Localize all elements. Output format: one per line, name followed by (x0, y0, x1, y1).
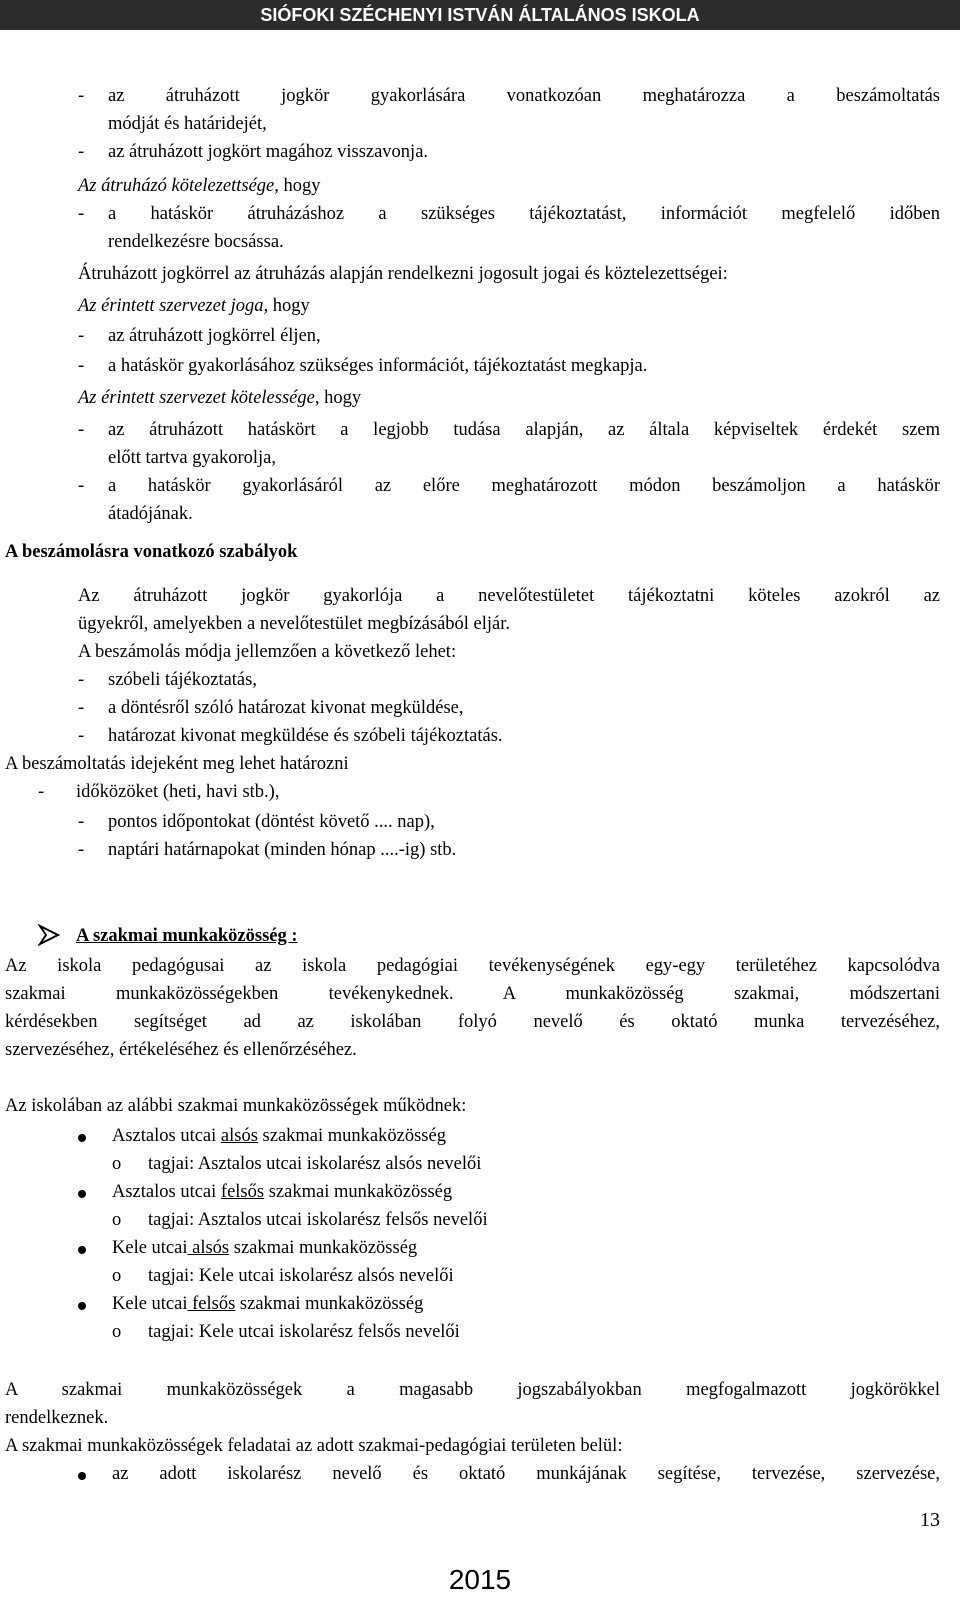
dash-marker: - (78, 726, 85, 746)
list-item: a hatáskör gyakorlásához szükséges információt, tájékoztatást megkapja. (108, 356, 648, 376)
dash-marker: - (78, 812, 85, 832)
page-number: 13 (920, 1509, 940, 1531)
group-pre: Asztalos utcai (112, 1126, 221, 1146)
dash-marker: - (78, 356, 85, 376)
paragraph-line: A szakmai munkaközösségek feladatai az adott szakmai-pedagógiai területen belül: (5, 1436, 623, 1456)
dash-marker: - (78, 698, 85, 718)
group-post: szakmai munkaközösség (264, 1182, 453, 1202)
group-level: felsős (220, 1182, 265, 1202)
duty-heading-rest: hogy (319, 388, 362, 408)
group-post: szakmai munkaközösség (257, 1126, 446, 1146)
group-pre: Asztalos utcai (112, 1182, 221, 1202)
rights-heading-rest: hogy (268, 296, 310, 316)
section-title: A szakmai munkaközösség : (76, 926, 298, 946)
dash-marker: - (78, 204, 85, 224)
list-item-continued: előtt tartva gyakorolja, (108, 448, 276, 468)
list-item: az átruházott jogkör gyakorlására vonatkozóan meghatározza a beszámoltatás (108, 86, 940, 106)
group-post: szakmai munkaközösség (235, 1294, 424, 1314)
list-item (112, 1292, 423, 1316)
group-level: felsős (187, 1294, 236, 1314)
filled-circle-icon (78, 1472, 86, 1480)
dash-marker: - (78, 476, 85, 496)
list-item: az átruházott jogkört magához visszavonja. (108, 142, 429, 162)
duty-heading (78, 386, 361, 410)
paragraph-line: Az iskolában az alábbi szakmai munkaközösségek működnek: (5, 1096, 467, 1116)
circle-bullet-icon: o (112, 1210, 122, 1230)
paragraph-line: szervezéséhez, értékeléséhez és ellenőrzéséhez. (5, 1040, 357, 1060)
group-pre: Kele utcai (112, 1238, 188, 1258)
paragraph-line: A szakmai munkaközösségek a magasabb jogszabályokban megfogalmazott jogkörökkel (5, 1380, 940, 1400)
filled-circle-icon (78, 1190, 86, 1198)
list-item: naptári határnapokat (minden hónap ....-ig) stb. (108, 840, 457, 860)
list-item-continued: rendelkezésre bocsássa. (108, 232, 284, 252)
sub-list-item: tagjai: Asztalos utcai iskolarész felsős nevelői (148, 1210, 488, 1230)
list-item: időközöket (heti, havi stb.), (76, 782, 280, 802)
list-item-continued: átadójának. (108, 504, 193, 524)
sub-list-item: tagjai: Kele utcai iskolarész alsós nevelői (148, 1266, 454, 1286)
list-item (112, 1124, 446, 1148)
paragraph-line: A beszámolás módja jellemzően a következő lehet: (78, 642, 457, 662)
list-item: az átruházott hatáskört a legjobb tudása alapján, az általa képviseltek érdekét szem (108, 420, 940, 440)
sub-list-item: tagjai: Asztalos utcai iskolarész alsós nevelői (148, 1154, 482, 1174)
paragraph-line: A beszámoltatás idejeként meg lehet határozni (5, 754, 349, 774)
page-header: SIÓFOKI SZÉCHENYI ISTVÁN ÁLTALÁNOS ISKOLA (0, 0, 960, 30)
group-level: alsós (220, 1126, 258, 1146)
circle-bullet-icon: o (112, 1154, 122, 1174)
list-item: a hatáskör átruházáshoz a szükséges tájékoztatást, információt megfelelő időben (108, 204, 940, 224)
duty-heading-italic: Az érintett szervezet kötelessége, (78, 388, 320, 408)
filled-circle-icon (78, 1246, 86, 1254)
group-level: alsós (187, 1238, 230, 1258)
arrow-bullet-icon (38, 924, 60, 946)
list-item: határozat kivonat megküldése és szóbeli tájékoztatás. (108, 726, 503, 746)
footer-year: 2015 (448, 1564, 512, 1595)
list-item: a hatáskör gyakorlásáról az előre meghatározott módon beszámoljon a hatáskör (108, 476, 940, 496)
paragraph-line: Az átruházott jogkör gyakorlója a nevelőtestületet tájékoztatni köteles azokról az (78, 586, 940, 606)
dash-marker: - (78, 326, 85, 346)
list-item-continued: módját és határidejét, (108, 114, 267, 134)
list-item (112, 1236, 417, 1260)
group-pre: Kele utcai (112, 1294, 188, 1314)
paragraph-line: ügyekről, amelyekben a nevelőtestület megbízásából eljár. (78, 614, 511, 634)
paragraph-line: kérdésekben segítséget ad az iskolában folyó nevelő és oktató munka tervezéséhez, (5, 1012, 940, 1032)
sub-list-item: tagjai: Kele utcai iskolarész felsős nevelői (148, 1322, 460, 1342)
dash-marker: - (38, 782, 45, 802)
rights-intro: Átruházott jogkörrel az átruházás alapján rendelkezni jogosult jogai és köztelezettségei: (78, 264, 728, 284)
dash-marker: - (78, 142, 85, 162)
list-item (112, 1180, 452, 1204)
list-item: az átruházott jogkörrel éljen, (108, 326, 321, 346)
transferor-heading (78, 174, 321, 198)
filled-circle-icon (78, 1302, 86, 1310)
circle-bullet-icon: o (112, 1322, 122, 1342)
filled-circle-icon (78, 1134, 86, 1142)
circle-bullet-icon: o (112, 1266, 122, 1286)
group-post: szakmai munkaközösség (229, 1238, 418, 1258)
transferor-heading-rest: hogy (278, 176, 321, 196)
list-item: szóbeli tájékoztatás, (108, 670, 257, 690)
rights-heading (78, 294, 310, 318)
list-item: pontos időpontokat (döntést követő .... nap), (108, 812, 435, 832)
dash-marker: - (78, 670, 85, 690)
paragraph-line: rendelkeznek. (5, 1408, 109, 1428)
dash-marker: - (78, 420, 85, 440)
section-title: A beszámolásra vonatkozó szabályok (5, 542, 298, 562)
list-item: a döntésről szóló határozat kivonat megküldése, (108, 698, 464, 718)
dash-marker: - (78, 840, 85, 860)
transferor-heading-italic: Az átruházó kötelezettsége, (78, 176, 279, 196)
dash-marker: - (78, 86, 85, 106)
list-item: az adott iskolarész nevelő és oktató munkájának segítése, tervezése, szervezése, (112, 1464, 940, 1484)
rights-heading-italic: Az érintett szervezet joga, (78, 296, 269, 316)
paragraph-line: Az iskola pedagógusai az iskola pedagógiai tevékenységének egy-egy területéhez kapcsolódva (5, 956, 940, 976)
paragraph-line: szakmai munkaközösségekben tevékenykednek. A munkaközösség szakmai, módszertani (5, 984, 940, 1004)
